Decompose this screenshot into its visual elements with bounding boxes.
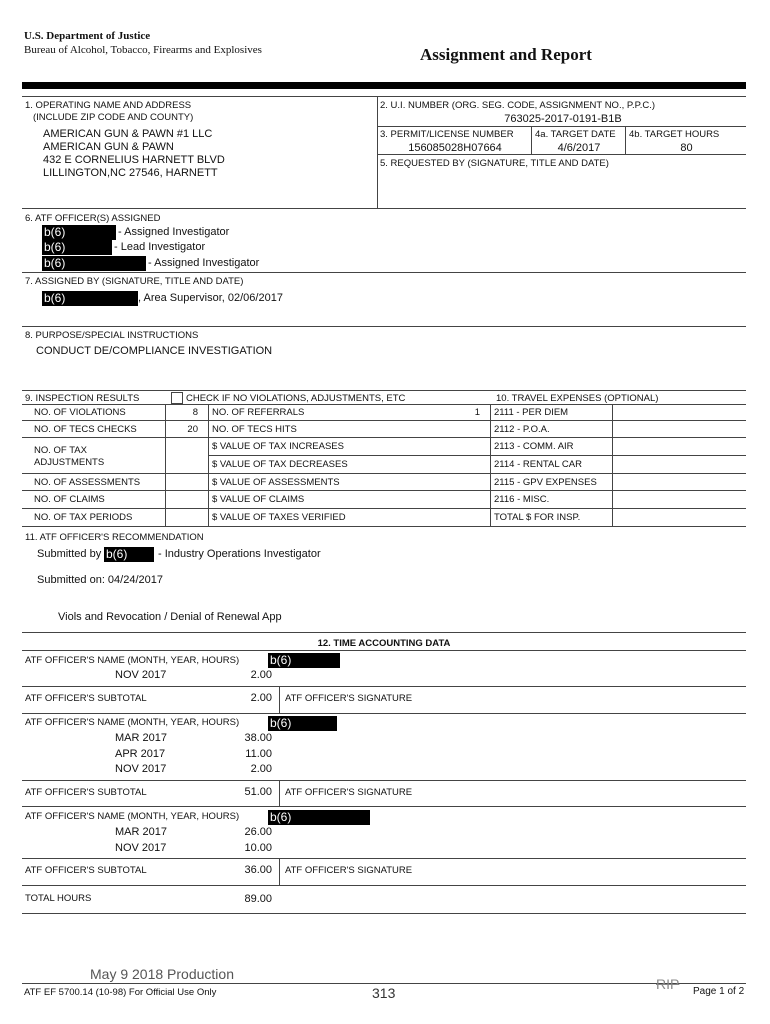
ui-number-label: 2. U.I. NUMBER (ORG. SEG. CODE, ASSIGNMENT NO., P.P.C.) <box>380 100 656 111</box>
purpose-label: 8. PURPOSE/SPECIAL INSTRUCTIONS <box>25 330 199 341</box>
requested-by-label: 5. REQUESTED BY (SIGNATURE, TITLE AND DATE) <box>380 158 609 169</box>
divider <box>22 858 746 859</box>
purpose-value: CONDUCT DE/COMPLIANCE INVESTIGATION <box>36 345 273 357</box>
tax-periods-label: NO. OF TAX PERIODS <box>34 512 133 523</box>
officer-name-label: ATF OFFICER'S NAME (MONTH, YEAR, HOURS) <box>25 655 240 666</box>
tax-decreases-label: $ VALUE OF TAX DECREASES <box>212 459 348 470</box>
officer-subtotal-label: ATF OFFICER'S SUBTOTAL <box>25 865 147 876</box>
bureau-name: Bureau of Alcohol, Tobacco, Firearms and Explosives <box>24 44 262 56</box>
divider <box>22 420 746 421</box>
divider <box>22 686 746 687</box>
divider <box>377 126 746 127</box>
operating-name-label: 1. OPERATING NAME AND ADDRESS <box>25 100 192 111</box>
inspection-results-label: 9. INSPECTION RESULTS <box>25 393 140 404</box>
divider <box>208 404 209 526</box>
referrals-value: 1 <box>474 407 480 418</box>
hours-entry: 2.00 <box>250 763 272 775</box>
submitted-on: Submitted on: 04/24/2017 <box>37 574 163 586</box>
header-rule <box>22 82 746 89</box>
redaction-box: b(6) <box>42 291 138 306</box>
divider <box>490 404 491 526</box>
hours-entry: 26.00 <box>244 826 272 838</box>
officers-assigned-label: 6. ATF OFFICER(S) ASSIGNED <box>25 213 161 224</box>
travel-total: TOTAL $ FOR INSP. <box>494 512 581 523</box>
officer-role-1: - Assigned Investigator <box>118 226 230 238</box>
value-assessments-label: $ VALUE OF ASSESSMENTS <box>212 477 340 488</box>
target-hours-value: 80 <box>680 142 693 154</box>
tecs-hits-label: NO. OF TECS HITS <box>212 424 297 435</box>
divider <box>22 490 746 491</box>
violations-value: 8 <box>192 407 198 418</box>
assigned-by-value: , Area Supervisor, 02/06/2017 <box>138 292 283 304</box>
officer-subtotal-value: 36.00 <box>244 864 272 876</box>
target-date-label: 4a. TARGET DATE <box>535 129 616 140</box>
recommendation-text: Viols and Revocation / Denial of Renewal App <box>58 611 282 623</box>
divider <box>531 126 532 154</box>
officer-signature-label: ATF OFFICER'S SIGNATURE <box>285 865 413 876</box>
divider <box>377 154 746 155</box>
redaction-box: b(6) <box>42 225 116 240</box>
redaction-box: b(6) <box>268 810 370 825</box>
page-number-stamp: 313 <box>372 985 396 1001</box>
divider <box>625 126 626 154</box>
divider <box>22 913 746 914</box>
travel-item: 2116 - MISC. <box>494 494 550 505</box>
divider <box>22 780 746 781</box>
target-date-value: 4/6/2017 <box>557 142 601 154</box>
month-entry: MAR 2017 <box>115 826 167 838</box>
divider <box>377 96 378 208</box>
travel-item: 2112 - P.O.A. <box>494 424 550 435</box>
officer-name-label: ATF OFFICER'S NAME (MONTH, YEAR, HOURS) <box>25 717 240 728</box>
hours-entry: 38.00 <box>244 732 272 744</box>
address-line-1: AMERICAN GUN & PAWN #1 LLC <box>43 128 213 140</box>
month-entry: MAR 2017 <box>115 732 167 744</box>
divider <box>22 885 746 886</box>
claims-label: NO. OF CLAIMS <box>34 494 105 505</box>
tecs-checks-value: 20 <box>187 424 198 435</box>
officer-signature-label: ATF OFFICER'S SIGNATURE <box>285 693 413 704</box>
officer-subtotal-value: 2.00 <box>250 692 272 704</box>
divider <box>22 390 746 391</box>
total-hours-label: TOTAL HOURS <box>25 893 92 904</box>
officer-role-3: - Assigned Investigator <box>148 257 260 269</box>
divider <box>22 404 746 405</box>
officer-name-label: ATF OFFICER'S NAME (MONTH, YEAR, HOURS) <box>25 811 240 822</box>
form-number: ATF EF 5700.14 (10-98) For Official Use Only <box>24 987 217 998</box>
divider <box>22 272 746 273</box>
divider <box>165 404 166 526</box>
officer-subtotal-value: 51.00 <box>244 786 272 798</box>
travel-item: 2114 - RENTAL CAR <box>494 459 582 470</box>
divider <box>22 713 746 714</box>
divider <box>22 650 746 651</box>
no-violations-checkbox[interactable] <box>171 392 183 404</box>
tax-adjustments-label: NO. OF TAX <box>34 445 87 456</box>
divider <box>22 632 746 633</box>
department-name: U.S. Department of Justice <box>24 30 151 42</box>
divider <box>22 508 746 509</box>
divider <box>22 526 746 527</box>
officer-subtotal-label: ATF OFFICER'S SUBTOTAL <box>25 787 147 798</box>
travel-expenses-label: 10. TRAVEL EXPENSES (OPTIONAL) <box>496 393 659 404</box>
tecs-checks-label: NO. OF TECS CHECKS <box>34 424 137 435</box>
assessments-label: NO. OF ASSESSMENTS <box>34 477 141 488</box>
rip-stamp: RIP <box>656 976 680 992</box>
permit-label: 3. PERMIT/LICENSE NUMBER <box>380 129 514 140</box>
operating-name-sublabel: (INCLUDE ZIP CODE AND COUNTY) <box>33 112 194 123</box>
production-stamp: May 9 2018 Production <box>90 966 234 982</box>
ui-number-value: 763025-2017-0191-B1B <box>504 113 622 125</box>
month-entry: APR 2017 <box>115 748 166 760</box>
address-line-3: 432 E CORNELIUS HARNETT BLVD <box>43 154 225 166</box>
address-line-4: LILLINGTON,NC 27546, HARNETT <box>43 167 218 179</box>
tax-increases-label: $ VALUE OF TAX INCREASES <box>212 441 344 452</box>
officer-signature-label: ATF OFFICER'S SIGNATURE <box>285 787 413 798</box>
month-entry: NOV 2017 <box>115 669 167 681</box>
divider <box>22 473 746 474</box>
address-line-2: AMERICAN GUN & PAWN <box>43 141 174 153</box>
travel-item: 2115 - GPV EXPENSES <box>494 477 597 488</box>
hours-entry: 11.00 <box>245 748 272 760</box>
no-violations-check-label: CHECK IF NO VIOLATIONS, ADJUSTMENTS, ETC <box>186 393 406 404</box>
divider <box>22 96 746 97</box>
total-hours-value: 89.00 <box>244 893 272 905</box>
hours-entry: 10.00 <box>244 842 272 854</box>
page-indicator: Page 1 of 2 <box>693 986 745 997</box>
redaction-box: b(6) <box>42 256 146 271</box>
recommendation-label: 11. ATF OFFICER'S RECOMMENDATION <box>25 532 204 543</box>
target-hours-label: 4b. TARGET HOURS <box>629 129 720 140</box>
travel-item: 2113 - COMM. AIR <box>494 441 574 452</box>
redaction-box: b(6) <box>268 716 337 731</box>
divider <box>22 208 746 209</box>
divider <box>22 983 746 984</box>
divider <box>612 404 613 526</box>
officer-subtotal-label: ATF OFFICER'S SUBTOTAL <box>25 693 147 704</box>
violations-label: NO. OF VIOLATIONS <box>34 407 126 418</box>
divider <box>279 780 280 806</box>
hours-entry: 2.00 <box>250 669 272 681</box>
divider <box>22 326 746 327</box>
redaction-box: b(6) <box>104 547 154 562</box>
time-accounting-title: 12. TIME ACCOUNTING DATA <box>317 638 451 649</box>
taxes-verified-label: $ VALUE OF TAXES VERIFIED <box>212 512 346 523</box>
tax-adjustments-label-2: ADJUSTMENTS <box>34 457 105 468</box>
form-title: Assignment and Report <box>420 45 592 64</box>
month-entry: NOV 2017 <box>115 763 167 775</box>
month-entry: NOV 2017 <box>115 842 167 854</box>
divider <box>279 858 280 885</box>
travel-item: 2111 - PER DIEM <box>494 407 569 418</box>
assigned-by-label: 7. ASSIGNED BY (SIGNATURE, TITLE AND DATE) <box>25 276 244 287</box>
submitted-by-label: Submitted by <box>37 548 102 560</box>
value-claims-label: $ VALUE OF CLAIMS <box>212 494 305 505</box>
redaction-box: b(6) <box>268 653 340 668</box>
divider <box>208 455 746 456</box>
divider <box>22 437 746 438</box>
divider <box>279 686 280 713</box>
redaction-box: b(6) <box>42 240 112 255</box>
permit-value: 156085028H07664 <box>408 142 502 154</box>
referrals-label: NO. OF REFERRALS <box>212 407 305 418</box>
submitted-by-role: - Industry Operations Investigator <box>158 548 321 560</box>
divider <box>22 806 746 807</box>
officer-role-2: - Lead Investigator <box>114 241 206 253</box>
